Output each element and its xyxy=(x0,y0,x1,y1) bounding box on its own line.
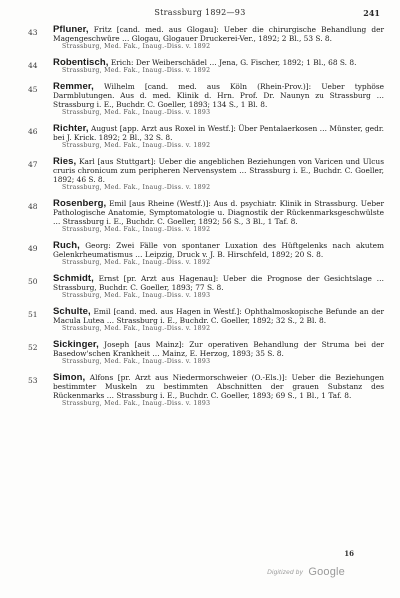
signature-mark: 16 xyxy=(344,549,354,558)
entry-body xyxy=(53,58,384,67)
entry-body xyxy=(53,340,384,358)
entry-number: 46 xyxy=(28,127,38,136)
bibliography-entry xyxy=(28,124,384,150)
author-name: Robentisch, xyxy=(53,57,109,68)
entry-number: 44 xyxy=(28,61,38,70)
watermark-prefix: Digitized by xyxy=(267,569,304,576)
entry-body xyxy=(53,124,384,142)
entry-number: 50 xyxy=(28,277,38,286)
author-name: Pfluner, xyxy=(53,24,89,35)
entry-body xyxy=(53,307,384,325)
author-name: Remmer, xyxy=(53,81,94,92)
entry-number: 48 xyxy=(28,202,38,211)
entry-body xyxy=(53,25,384,43)
bibliography-entry xyxy=(28,241,384,267)
author-name: Sickinger, xyxy=(53,339,99,350)
entry-number: 47 xyxy=(28,160,38,169)
entry-body xyxy=(53,241,384,259)
author-name: Richter, xyxy=(53,123,89,134)
entry-number: 43 xyxy=(28,28,38,37)
dissertation-note: Strassburg, Med. Fak., Inaug.-Diss. v. 1893 xyxy=(62,109,211,116)
dissertation-note: Strassburg, Med. Fak., Inaug.-Diss. v. 1892 xyxy=(62,142,211,149)
entry-text: Joseph [aus Mainz]: Zur operativen Behandlung der Struma bei der Basedow'schen Krankheit … Mainz, E. Herzog, 1893; 35 S. 8. xyxy=(53,340,384,358)
entry-text: Wilhelm [cand. med. aus Köln (Rhein-Prov.)]: Ueber typhöse Darmblutungen. Aus d. med. Klinik d. Hrn. Prof. Dr. Naunyn zu Strassburg … Strassburg i. E., Buchdr. C. Goeller, 1893; 134 S., 1 Bl. 8. xyxy=(53,82,384,109)
dissertation-note: Strassburg, Med. Fak., Inaug.-Diss. v. 1892 xyxy=(62,259,211,266)
dissertation-note: Strassburg, Med. Fak., Inaug.-Diss. v. 1892 xyxy=(62,43,211,50)
entry-number: 53 xyxy=(28,376,38,385)
running-title: Strassburg 1892—93 xyxy=(154,8,246,17)
entry-text: Georg: Zwei Fälle von spontaner Luxation des Hüftgelenks nach akutem Gelenkrheumatismus … Leipzig, Druck v. J. B. Hirschfeld, 1892; 20 S. 8. xyxy=(53,241,384,259)
author-name: Simon, xyxy=(53,372,86,383)
entry-text: Alfons [pr. Arzt aus Niedermorschweier (O.-Els.)]: Ueber die Beziehungen bestimmter Muskeln zu bestimmten Abschnitten der grauen Substanz des Rückenmarks … Strassburg i. E., Buchdr. C. Goeller, 1893; 69 S., 1 Bl., 1 Taf. 8. xyxy=(53,373,384,400)
bibliography-entry xyxy=(28,25,384,51)
bibliography-entry xyxy=(28,307,384,333)
author-name: Ries, xyxy=(53,156,77,167)
entry-number: 49 xyxy=(28,244,38,253)
author-name: Schmidt, xyxy=(53,273,94,284)
dissertation-note: Strassburg, Med. Fak., Inaug.-Diss. v. 1892 xyxy=(62,226,211,233)
digitized-watermark xyxy=(267,566,345,578)
bibliography-entries xyxy=(28,25,384,415)
entry-number: 51 xyxy=(28,310,38,319)
entry-number: 52 xyxy=(28,343,38,352)
entry-body xyxy=(53,157,384,184)
entry-text: Karl [aus Stuttgart]: Ueber die angeblichen Beziehungen von Varicen und Ulcus cruris chronicum zum peripheren Nervensystem … Strassburg i. E., Buchdr. C. Goeller, 1892; 46 S. 8. xyxy=(53,157,384,184)
author-name: Rosenberg, xyxy=(53,198,107,209)
dissertation-note: Strassburg, Med. Fak., Inaug.-Diss. v. 1893 xyxy=(62,292,211,299)
entry-text: Ernst [pr. Arzt aus Hagenau]: Ueber die Prognose der Gesichtslage … Strassburg, Buchdr. C. Goeller, 1893; 77 S. 8. xyxy=(53,274,384,292)
entry-text: Erich: Der Weiberschädel … Jena, G. Fischer, 1892; 1 Bl., 68 S. 8. xyxy=(110,58,357,67)
entry-body xyxy=(53,199,384,226)
dissertation-note: Strassburg, Med. Fak., Inaug.-Diss. v. 1892 xyxy=(62,184,211,191)
dissertation-note: Strassburg, Med. Fak., Inaug.-Diss. v. 1892 xyxy=(62,67,211,74)
page-number: 241 xyxy=(363,8,380,18)
bibliography-entry xyxy=(28,157,384,192)
entry-text: August [app. Arzt aus Roxel in Westf.]: Über Pentalaerkosen … Münster, gedr. bei J. Krick. 1892; 2 Bl., 32 S. 8. xyxy=(53,124,384,142)
dissertation-note: Strassburg, Med. Fak., Inaug.-Diss. v. 1893 xyxy=(62,400,211,407)
entry-text: Emil [cand. med. aus Hagen in Westf.]: Ophthalmoskopische Befunde an der Macula Lutea … Strassburg i. E., Buchdr. C. Goeller, 1892; 32 S., 2 Bl. 8. xyxy=(53,307,384,325)
page-header xyxy=(0,8,400,22)
bibliography-entry xyxy=(28,82,384,117)
entry-body xyxy=(53,373,384,400)
author-name: Ruch, xyxy=(53,240,80,251)
bibliography-entry xyxy=(28,340,384,366)
entry-number: 45 xyxy=(28,85,38,94)
watermark-brand: Google xyxy=(308,566,345,578)
entry-text: Emil [aus Rheine (Westf.)]: Aus d. psychiatr. Klinik in Strassburg. Ueber Pathologische Anatomie, Symptomatologie u. Diagnostik der Rückenmarksgeschwülste … Strassburg i. E., Buchdr. C. Goeller, 1892; 56 S., 3 Bl., 1 Taf. 8. xyxy=(53,199,384,226)
bibliography-entry xyxy=(28,274,384,300)
entry-body xyxy=(53,274,384,292)
dissertation-note: Strassburg, Med. Fak., Inaug.-Diss. v. 1892 xyxy=(62,325,211,332)
bibliography-entry xyxy=(28,58,384,75)
entry-body xyxy=(53,82,384,109)
author-name: Schulte, xyxy=(53,306,91,317)
bibliography-entry xyxy=(28,199,384,234)
entry-text: Fritz [cand. med. aus Glogau]: Ueber die chirurgische Behandlung der Magengeschwüre … Glogau, Glogauer Druckerei-Ver., 1892; 2 Bl., 53 S. 8. xyxy=(53,25,384,43)
dissertation-note: Strassburg, Med. Fak., Inaug.-Diss. v. 1893 xyxy=(62,358,211,365)
bibliography-entry xyxy=(28,373,384,408)
